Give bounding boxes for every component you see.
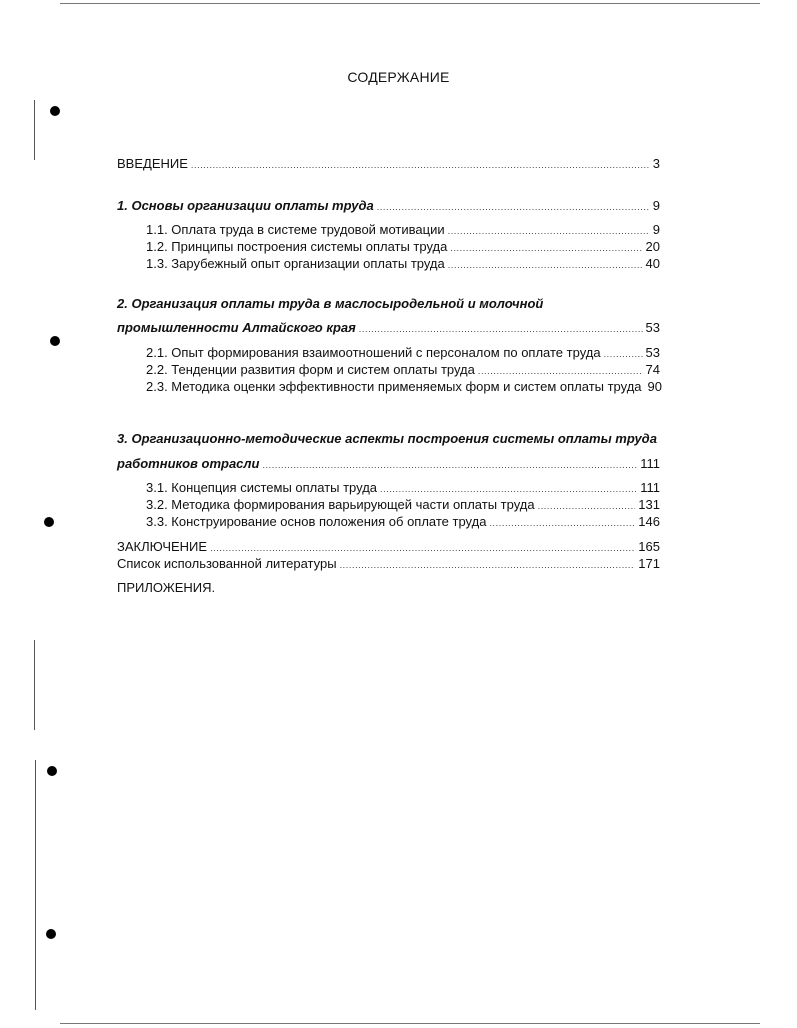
toc-page: 111 <box>640 480 660 495</box>
toc-page: 20 <box>645 239 660 254</box>
dot-leader <box>450 240 642 256</box>
dot-leader <box>478 363 643 379</box>
toc-chapter-3 <box>117 456 660 473</box>
scan-edge-left <box>34 100 35 160</box>
toc-section-2-3 <box>146 379 660 396</box>
toc-page: 165 <box>638 539 660 554</box>
toc-section-3-3 <box>146 514 660 531</box>
toc-label: 1. Основы организации оплаты труда <box>117 198 374 213</box>
toc-chapter-2 <box>117 320 660 337</box>
toc-section-3-2 <box>146 497 660 514</box>
punch-hole-1 <box>50 106 60 116</box>
toc-page: 131 <box>638 497 660 512</box>
dot-leader <box>538 498 636 514</box>
toc-label: Список использованной литературы <box>117 556 337 571</box>
toc-page: 9 <box>652 198 660 213</box>
toc-label: 3.2. Методика формирования варьирующей части оплаты труда <box>146 497 535 512</box>
toc-label: 1.1. Оплата труда в системе трудовой мотивации <box>146 222 445 237</box>
toc-label: 2.2. Тенденции развития форм и систем оплаты труда <box>146 362 475 377</box>
dot-leader <box>380 481 637 497</box>
toc-page: 40 <box>645 256 660 271</box>
toc-intro <box>117 156 660 173</box>
toc-section-3-1 <box>146 480 660 497</box>
dot-leader <box>448 257 643 273</box>
toc-label: 1.3. Зарубежный опыт организации оплаты труда <box>146 256 445 271</box>
toc-chapter-3-line-1: 3. Организационно-методические аспекты построения системы оплаты труда <box>117 431 657 446</box>
toc-page: 111 <box>640 456 660 471</box>
toc-appendix: ПРИЛОЖЕНИЯ. <box>117 580 216 595</box>
toc-section-1-3 <box>146 256 660 273</box>
punch-hole-3 <box>44 517 54 527</box>
toc-label: 3.1. Концепция системы оплаты труда <box>146 480 378 495</box>
toc-page: 74 <box>645 362 660 377</box>
dot-leader <box>377 199 650 215</box>
scan-edge-left-2 <box>34 640 35 730</box>
scan-edge-top <box>60 3 760 4</box>
toc-label: работников отрасли <box>117 456 260 471</box>
toc-page: 53 <box>645 345 660 360</box>
toc-label: 2.1. Опыт формирования взаимоотношений с персоналом по оплате труда <box>146 345 601 360</box>
dot-leader <box>604 346 643 362</box>
toc-chapter-1 <box>117 198 660 215</box>
dot-leader <box>340 557 636 573</box>
dot-leader <box>210 540 635 556</box>
scan-edge-left-3 <box>35 760 36 1010</box>
toc-section-2-1 <box>146 345 660 362</box>
page-title: СОДЕРЖАНИЕ <box>347 69 450 85</box>
dot-leader <box>489 515 635 531</box>
toc-label: 2.3. Методика оценки эффективности применяемых форм и систем оплаты труда <box>146 379 642 394</box>
dot-leader <box>191 157 650 173</box>
toc-section-2-2 <box>146 362 660 379</box>
punch-hole-2 <box>50 336 60 346</box>
scan-edge-bottom <box>60 1023 760 1024</box>
toc-references <box>117 556 660 573</box>
toc-page: 146 <box>638 514 660 529</box>
toc-page: 3 <box>652 156 660 171</box>
dot-leader <box>359 321 643 337</box>
toc-conclusion <box>117 539 660 556</box>
toc-label: 1.2. Принципы построения системы оплаты труда <box>146 239 448 254</box>
punch-hole-5 <box>46 929 56 939</box>
toc-section-1-2 <box>146 239 660 256</box>
toc-page: 9 <box>652 222 660 237</box>
dot-leader <box>448 223 650 239</box>
toc-page: 53 <box>645 320 660 335</box>
toc-label: промышленности Алтайского края <box>117 320 356 335</box>
toc-section-1-1 <box>146 222 660 239</box>
toc-page: 90 <box>647 379 662 394</box>
toc-label: ВВЕДЕНИЕ <box>117 156 188 171</box>
toc-page: 171 <box>638 556 660 571</box>
toc-label: ЗАКЛЮЧЕНИЕ <box>117 539 208 554</box>
toc-chapter-2-line-1: 2. Организация оплаты труда в маслосыродельной и молочной <box>117 296 544 311</box>
toc-label: 3.3. Конструирование основ положения об оплате труда <box>146 514 487 529</box>
punch-hole-4 <box>47 766 57 776</box>
dot-leader <box>262 457 637 473</box>
